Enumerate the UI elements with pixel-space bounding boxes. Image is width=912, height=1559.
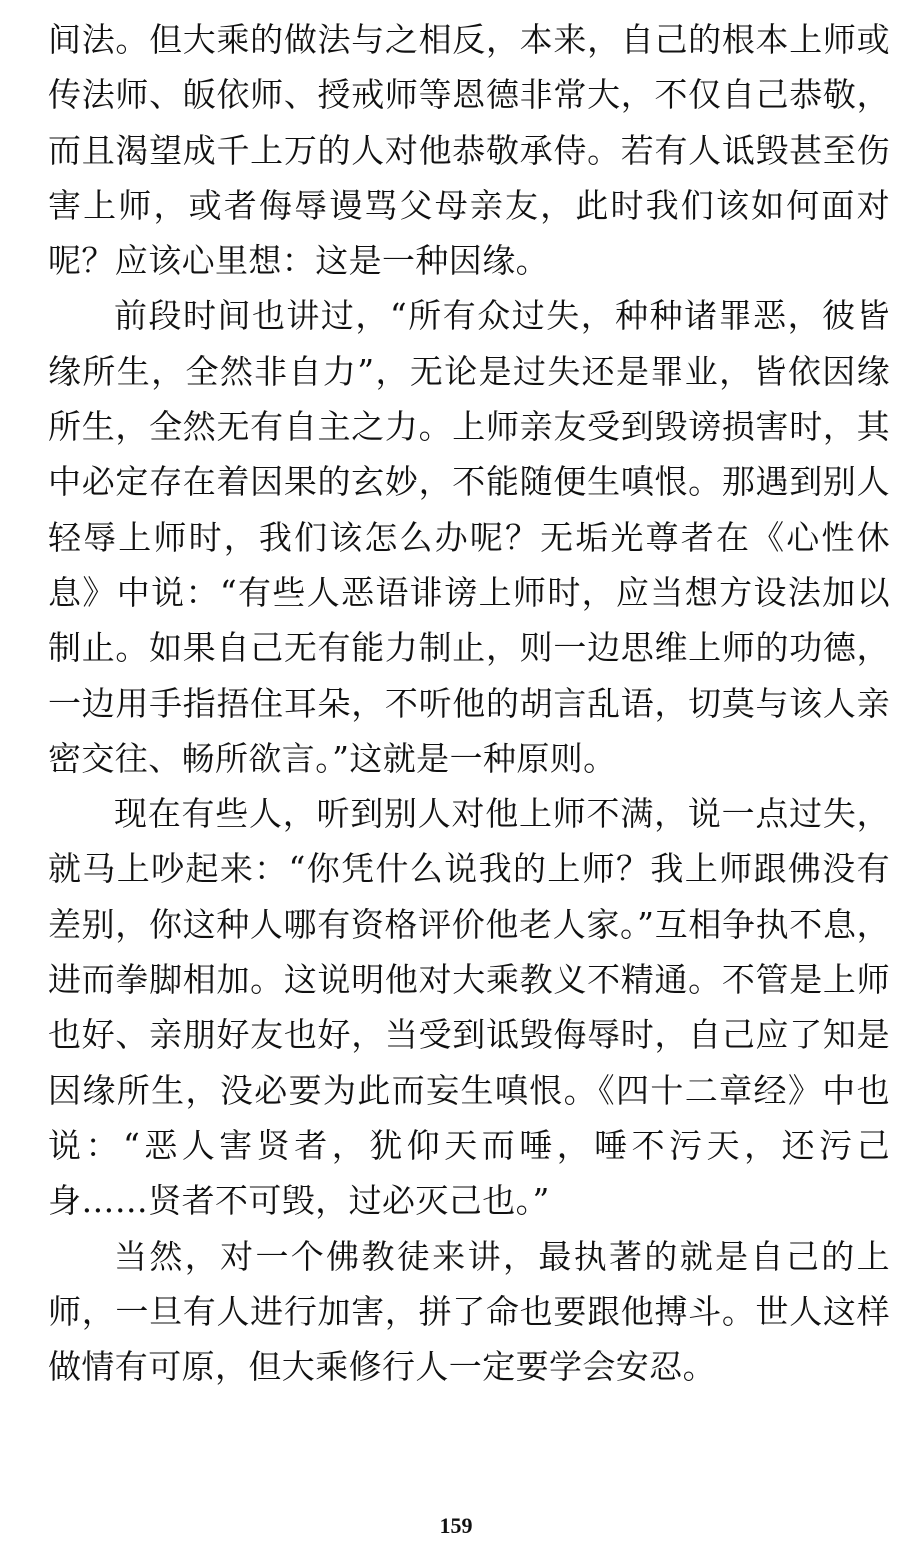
body-text <box>48 12 890 1394</box>
paragraph-3: 现在有些人，听到别人对他上师不满，说一点过失，就马上吵起来：“你凭什么说我的上师？我上师跟佛没有差别，你这种人哪有资格评价他老人家。”互相争执不息，进而拳脚相加。这说明他对大乘教义不精通。不管是上师也好、亲朋好友也好，当受到诋毁侮辱时，自己应了知是因缘所生，没必要为此而妄生嗔恨。《四十二章经》中也说：“恶人害贤者，犹仰天而唾，唾不污天，还污己身……贤者不可毁，过必灭己也。” <box>48 794 890 1221</box>
paragraph-1: 间法。但大乘的做法与之相反，本来，自己的根本上师或传法师、皈依师、授戒师等恩德非常大，不仅自己恭敬，而且渴望成千上万的人对他恭敬承侍。若有人诋毁甚至伤害上师，或者侮辱谩骂父母亲友，此时我们该如何面对呢？应该心里想：这是一种因缘。 <box>48 20 890 281</box>
page-number: 159 <box>439 1513 473 1538</box>
paragraph-2: 前段时间也讲过，“所有众过失，种种诸罪恶，彼皆缘所生，全然非自力”，无论是过失还是罪业，皆依因缘所生，全然无有自主之力。上师亲友受到毁谤损害时，其中必定存在着因果的玄妙，不能随便生嗔恨。那遇到别人轻辱上师时，我们该怎么办呢？无垢光尊者在《心性休息》中说：“有些人恶语诽谤上师时，应当想方设法加以制止。如果自己无有能力制止，则一边思维上师的功德，一边用手指捂住耳朵，不听他的胡言乱语，切莫与该人亲密交往、畅所欲言。”这就是一种原则。 <box>48 296 890 778</box>
paragraph-4: 当然，对一个佛教徒来讲，最执著的就是自己的上师，一旦有人进行加害，拼了命也要跟他搏斗。世人这样做情有可原，但大乘修行人一定要学会安忍。 <box>48 1236 890 1387</box>
